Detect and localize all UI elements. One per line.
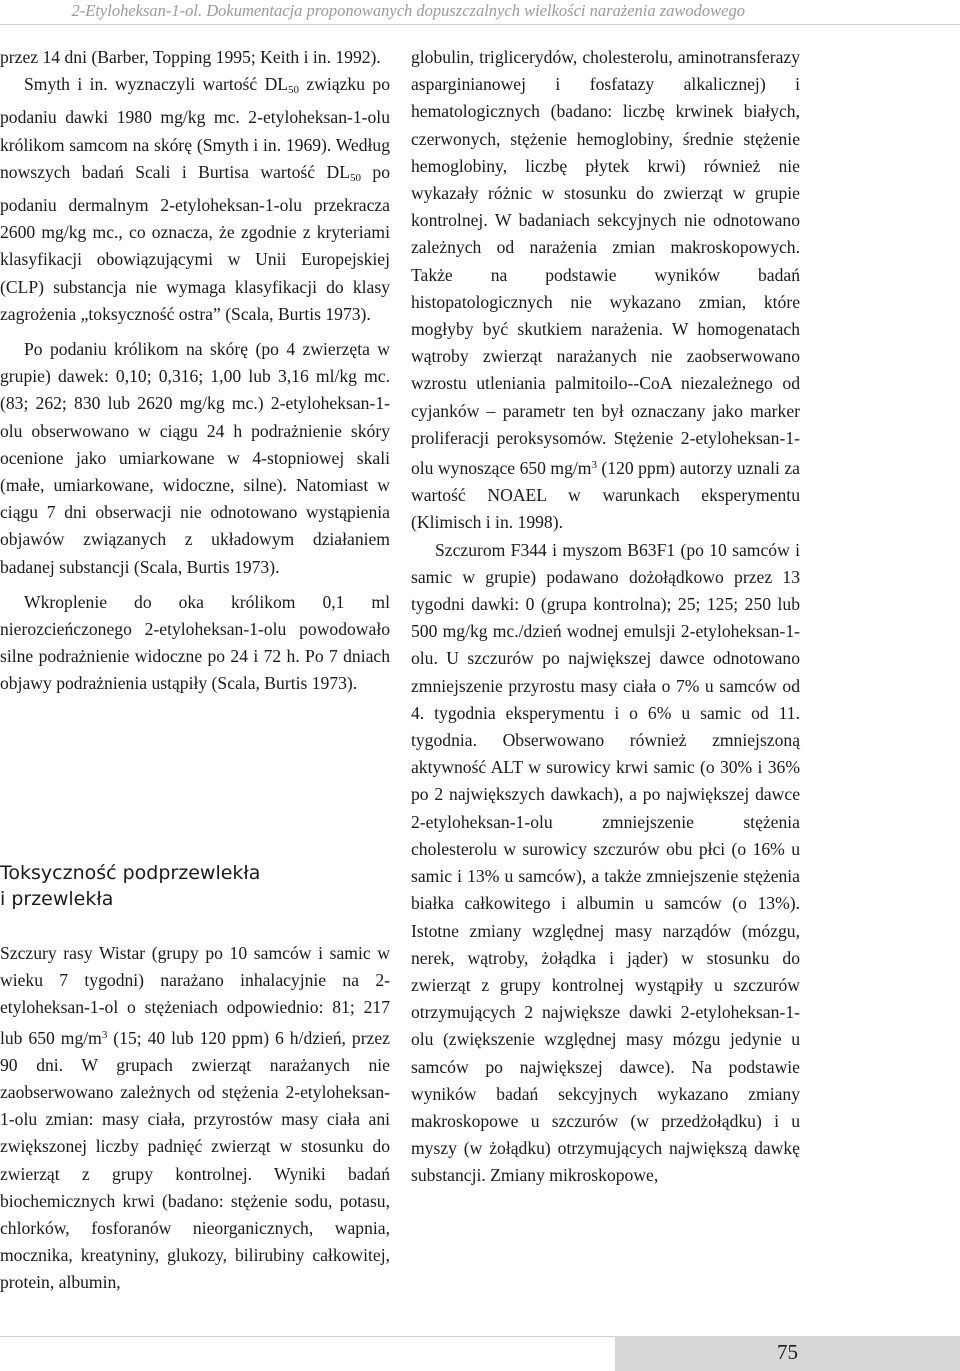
paragraph: przez 14 dni (Barber, Topping 1995; Keith i in. 1992). [0, 47, 381, 67]
section-heading: Toksyczność podprzewlekła i przewlekła [0, 862, 261, 910]
page-number: 75 [777, 1340, 798, 1364]
paragraph: Wkroplenie do oka królikom 0,1 ml nierozcieńczonego 2-etyloheksan-1-olu powodowało silne podrażnienie widoczne po 24 i 72 h. Po 7 dniach objawy podrażnienia ustąpiły (Scala, Burtis 1973). [0, 591, 390, 694]
paragraph: Szczury rasy Wistar (grupy po 10 samców i samic w wieku 7 tygodni) narażano inhalacyjnie na 2-etyloheksan-1-ol o stężeniach odpowiednio: 81; 217 lub 650 $mg/m^3$ (15; 40 lub 120 ppm) 6 h/dzień, przez 90 dni. W grupach zwierząt narażanych nie zaobserwowano zależnych od stężenia 2-etyloheksan-1-olu zmian: masy ciała, przyrostów masy ciała ani zwiększonej liczby padnięć zwierząt w stosunku do zwierząt z grupy kontrolnej. Wyniki badań biochemicznych krwi (badano: stężenie sodu, potasu, chlorków, fosforanów nieorganicznych, wapnia, mocznika, kreatyniny, glukozy, bilirubiny całkowitej, protein, albumin, [0, 943, 390, 1293]
paragraph: Szczurom F344 i myszom B63F1 (po 10 samców i samic w grupie) podawano dożołądkowo przez 13 tygodni dawki: 0 (grupa kontrolna); 25; 125; 250 lub 500 mg/kg mc./dzień wodnej emulsji 2-etyloheksan-1-olu. U szczurów po największej dawce odnotowano zmniejszenie przyrostu masy ciała o 7% u samców od 4. tygodnia eksperymentu i o 6% u samic od 11. tygodnia. Obserwowano również zmniejszoną aktywność ALT w surowicy krwi samic (o 30% i 36% po 2 największych dawkach), a po największej dawce 2-etyloheksan-1-olu zmniejszenie stężenia cholesterolu w surowicy szczurów obu płci (o 16% u samic i 13% u samców), a także zmniejszenie stężenia białka całkowitego i albumin u samców (o 13%). Istotne zmiany względnej masy narządów (mózgu, nerek, wątroby, żołądka i jąder) w stosunku do zwierząt z grupy kontrolnej wystąpiły u szczurów otrzymujących 2 największe dawki 2-etyloheksan-1-olu (zwiększenie względnej masy mózgu jedynie u samców po największej dawce). Na podstawie wyników badań sekcyjnych wykazano zmiany makroskopowe u szczurów (w przedżołądku) i u myszy (w żołądku) otrzymujących największą dawkę substancji. Zmiany mikroskopowe, [411, 539, 800, 1186]
paragraph: globulin, triglicerydów, cholesterolu, aminotransferazy asparginianowej i fosfatazy alkalicznej) i hematologicznych (badano: liczbę krwinek białych, czerwonych, stężenie hemoglobiny, średnie stężenie hemoglobiny, liczbę płytek krwi) również nie wykazały różnic w stosunku do zwierząt w grupie kontrolnej. W badaniach sekcyjnych nie odnotowano zależnych od narażenia zmian makroskopowych. Także na podstawie wyników badań histopatologicznych nie wykazano zmian, które mogłyby być skutkiem narażenia. W homogenatach wątroby zwierząt narażanych nie zaobserwowano wzrostu utleniania palmitoilo--CoA niezależnego od cyjanków – parametr ten był oznaczany jako marker proliferacji peroksysomów. Stężenie 2-etyloheksan-1-olu wynoszące 650 $mg/m^3$ (120 ppm) autorzy uznali za wartość NOAEL w warunkach eksperymentu (Klimisch i in. 1998). [411, 47, 800, 533]
left-column [0, 44, 390, 698]
running-title: 2-Etyloheksan-1-ol. Dokumentacja proponowanych dopuszczalnych wielkości narażenia zawodowego [71, 1, 745, 20]
paragraph: Smyth i in. wyznaczyli wartość $DL_{50}$ związku po podaniu dawki 1980 mg/kg mc. 2-etyloheksan-1-olu królikom samcom na skórę (Smyth i in. 1969). Według nowszych badań Scali i Burtisa wartość $DL_{50}$ po podaniu dermalnym 2-etyloheksan-1-olu przekracza 2600 mg/kg mc., co oznacza, że zgodnie z kryteriami klasyfikacji obowiązującymi w Unii Europejskiej (CLP) substancja nie wymaga klasyfikacji do klasy zagrożenia „toksyczność ostra” (Scala, Burtis 1973). [0, 74, 390, 324]
running-header [0, 0, 960, 25]
section-body [0, 940, 390, 1297]
paragraph: Po podaniu królikom na skórę (po 4 zwierzęta w grupie) dawek: 0,10; 0,316; 1,00 lub 3,16 ml/kg mc. (83; 262; 830 lub 2620 mg/kg mc.) 2-etyloheksan-1-olu obserwowano w ciągu 24 h podrażnienie skóry ocenione jako umiarkowane w 4-stopniowej skali (małe, umiarkowane, widoczne, silne). Natomiast w ciągu 7 dni obserwacji nie odnotowano wystąpienia objawów związanych z układowym działaniem badanej substancji (Scala, Burtis 1973). [0, 339, 390, 577]
right-column [411, 44, 800, 1190]
